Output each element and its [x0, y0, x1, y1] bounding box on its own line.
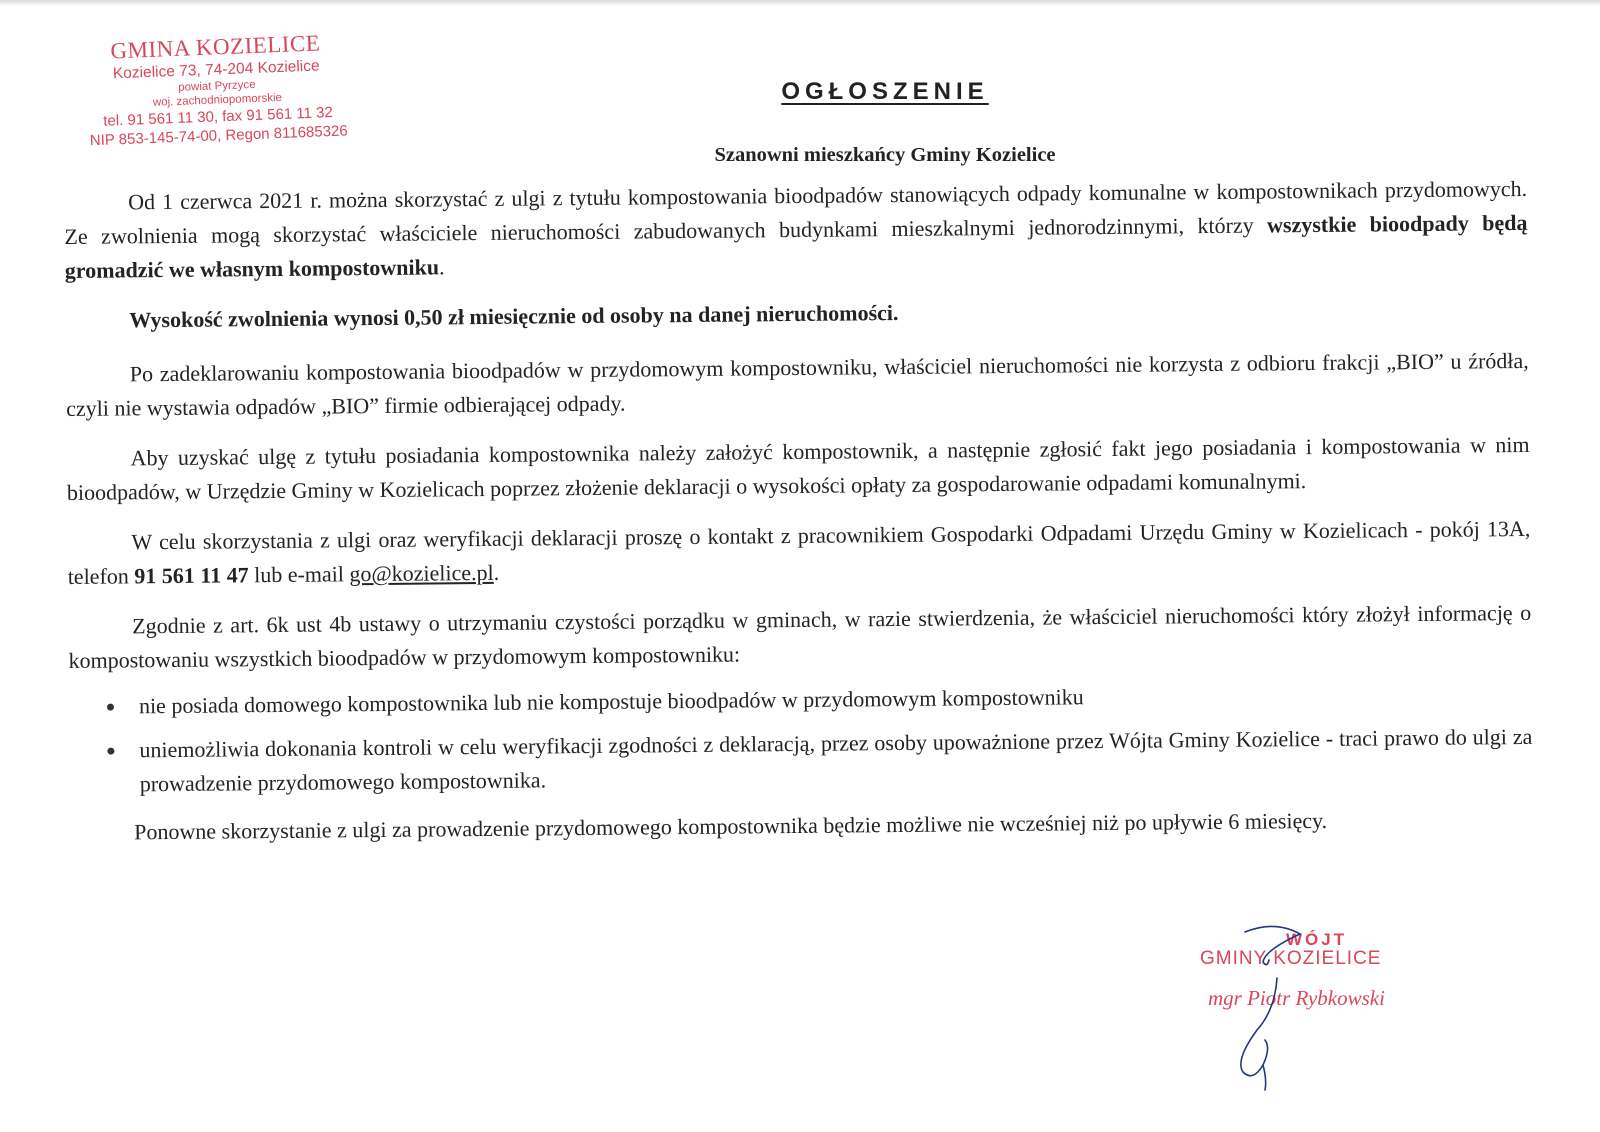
paragraph-text: Od 1 czerwca 2021 r. można skorzystać z ulgi z tytułu kompostowania bioodpadów stanowiących odpady komunalne w kompostownikach przydomowych. Ze zwolnienia mogą skorzystać właściciele nieruchomości zabudowanych budynkami mieszkalnymi jednorodzinnymi, którzy: [64, 175, 1528, 249]
paragraph-declaration: Aby uzyskać ulgę z tytułu posiadania kompostownika należy założyć kompostownik, a następnie zgłosić fakt jego posiadania i kompostowania w nim bioodpadów, w Urzędzie Gminy w Kozielicach poprzez złożenie deklaracji o wysokości opłaty za gospodarowanie odpadami komunalnymi.: [66, 431, 1530, 505]
stamp-voivodeship: woj. zachodniopomorskie: [152, 91, 283, 109]
emphasis-text: wszystkie bioodpady będą gromadzić we własnym kompostowniku: [64, 209, 1528, 283]
signature-role: WÓJT: [1286, 930, 1348, 949]
list-item-text: nie posiada domowego kompostownika lub nie kompostuje bioodpadów w przydomowym kompostowniku: [138, 684, 1084, 719]
paragraph-relief-intro: [64, 172, 1528, 288]
conditions-list: [69, 676, 1533, 802]
handwritten-signature-icon: [1205, 920, 1348, 1095]
paragraph-text: lub e-mail: [248, 561, 350, 588]
contact-phone: 91 561 11 47: [134, 562, 249, 589]
announcement-body: [64, 172, 1533, 866]
paragraph-end: .: [493, 559, 500, 585]
bullet-icon: [107, 748, 114, 755]
stamp-ids: NIP 853-145-74-00, Regon 811685326: [89, 122, 349, 150]
page-title: OGŁOSZENIE: [781, 78, 989, 105]
paragraph-end: .: [438, 254, 445, 280]
contact-email-link[interactable]: go@kozielice.pl: [349, 559, 494, 587]
signature-office: GMINY KOZIELICE: [1200, 948, 1382, 969]
stamp-county: powiat Pyrzyce: [178, 78, 256, 94]
stamp-title: GMINA KOZIELICE: [109, 30, 321, 64]
paragraph-contact: [67, 512, 1531, 594]
bullet-icon: [107, 704, 114, 711]
page-subtitle: Szanowni mieszkańcy Gminy Kozielice: [714, 144, 1056, 166]
paragraph-bio-collection: Po zadeklarowaniu kompostowania bioodpadów w przydomowym kompostowniku, właściciel nieruchomości nie korzysta z odbioru frakcji „BIO” u źródła, czyli nie wystawia odpadów „BIO” firmie odbierającej odpady.: [66, 347, 1529, 421]
list-item-text: uniemożliwia dokonania kontroli w celu weryfikacji zgodności z deklaracją, przez osoby upoważnione przez Wójta Gminy Kozielice - traci prawo do ulgi za prowadzenie przydomowego kompostownika.: [139, 723, 1533, 797]
list-item: [69, 720, 1533, 802]
signature-name: mgr Piotr Rybkowski: [1208, 986, 1385, 1010]
stamp-phone: tel. 91 561 11 30, fax 91 561 11 32: [102, 103, 334, 130]
paragraph-text: W celu skorzystania z ulgi oraz weryfikacji deklaracji proszę o kontakt z pracownikiem Gospodarki Odpadami Urzędu Gminy w Kozielicach - pokój 13A, telefon: [67, 515, 1531, 589]
paragraph-reapply: Ponowne skorzystanie z ulgi za prowadzenie przydomowego kompostownika będzie możliwe nie wcześniej niż po upływie 6 miesięcy.: [134, 807, 1328, 845]
stamp-address: Kozielice 73, 74-204 Kozielice: [112, 57, 320, 83]
list-item: [69, 676, 1532, 724]
paragraph-relief-amount: Wysokość zwolnienia wynosi 0,50 zł miesięcznie od osoby na danej nieruchomości.: [129, 299, 899, 333]
paragraph-legal-basis: Zgodnie z art. 6k ust 4b ustawy o utrzymaniu czystości porządku w gminach, w razie stwierdzenia, że właściciel nieruchomości który złożył informację o kompostowaniu wszystkich bioodpadów w przydomowym kompostowniku:: [68, 599, 1532, 673]
